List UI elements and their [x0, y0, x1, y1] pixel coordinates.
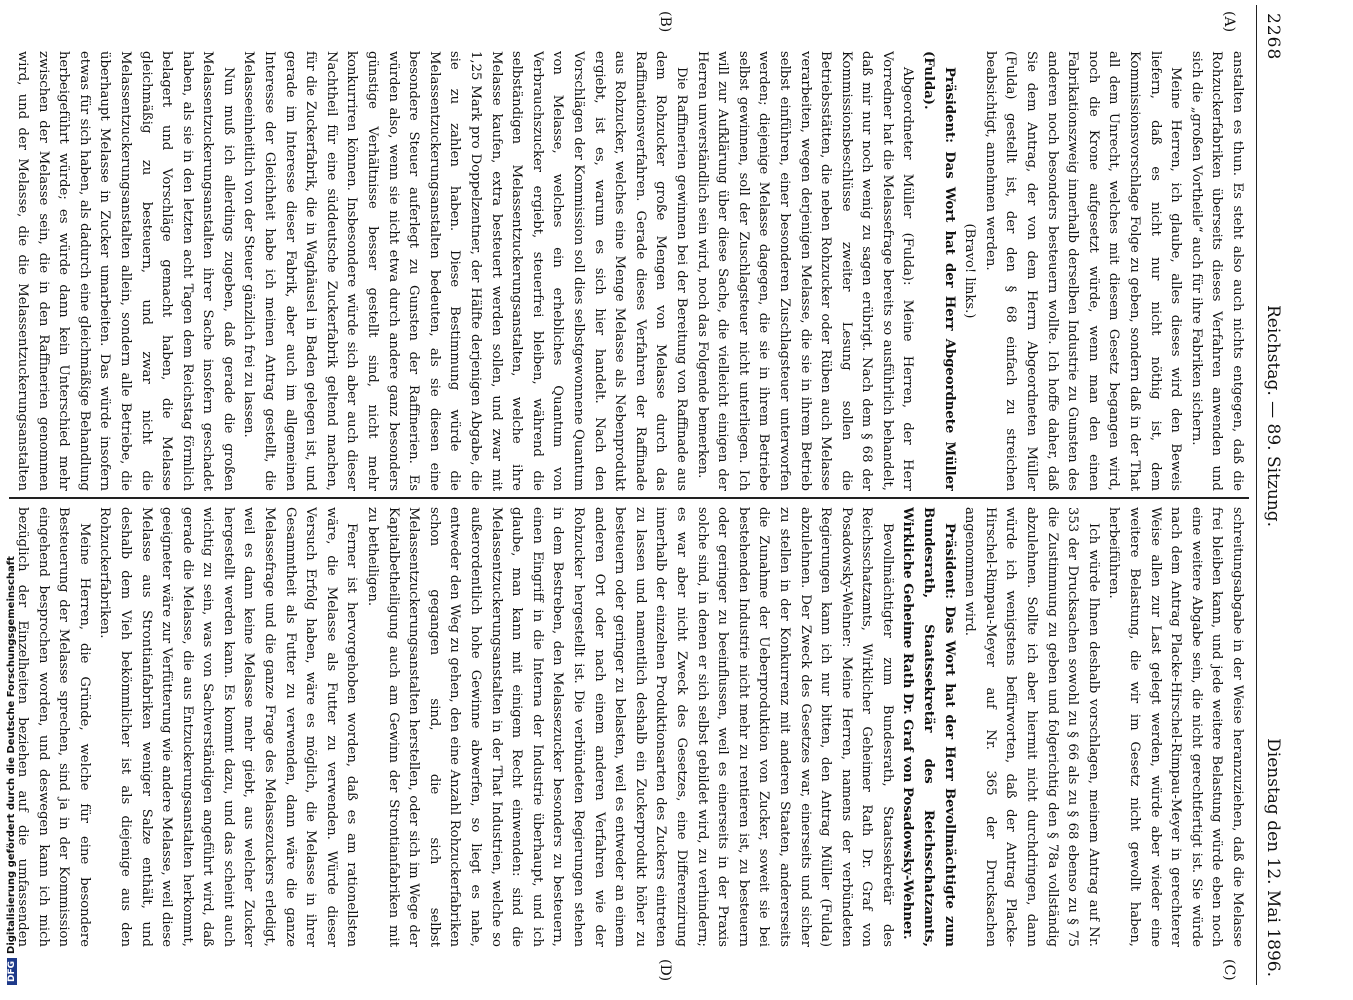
applause-note: (Bravo! links.)	[962, 223, 978, 319]
paragraph: Ich würde Ihnen deshalb vorschlagen, meinem Antrag auf Nr. 353 der Drucksachen sowohl zu § 66 als zu § 68 ebenso zu § 75 die Zustimmung zu geben und folgerichtig den § 78a vollständig abzulehnen. Sollte ich aber hiermit nicht durchdringen, dann würde ich wenigstens befürworten, daß der Antrag Placke-Hirschel-Rimpau-Meyer auf Nr. 365 der Drucksachen angenommen wird.	[962, 507, 1101, 947]
paragraph: Meine Herren, die Gründe, welche für eine besondere Besteuerung der Melasse sprechen, sind ja in der Kommission eingehend besprochen worden, und deswegen kann ich mich bezüglich der Einzelheiten beziehen auf die umfassenden	[14, 507, 92, 947]
paragraph: Meine Herren, ich glaube, alles dieses wird den Beweis liefern, daß es nicht nur nicht nöthig ist, dem Kommissionsvorschlage Folge zu geben, sondern daß in der That all dem Unrecht, welches mit diesem Gesetz begangen wird, noch die Krone aufgesetzt würde, wenn man den einen Fabrikationszweig innerhalb derselben Industrie zu Gunsten des anderen noch besonders besteuern wollte. Ich hoffe daher, daß Sie dem Antrag, der von dem Herrn Abgeordneten Müller (Fulda) gestellt ist, der den § 68 einfach zu streichen beabsichtigt, annehmen werden.	[982, 51, 1184, 491]
paragraph: Die Raffinerien gewinnen bei der Bereitung von Raffinade aus dem Rohzucker große Mengen von Melasse durch das Raffinationsverfahren. Gerade dieses Verfahren der Raffinade aus Rohzucker, welches eine Menge Melasse als Nebenprodukt ergiebt, ist es, warum es sich hier handelt. Nach den Vorschlägen der Kommission soll dies selbstgewonnene Quantum von Melasse, welches ein erhebliches Quantum von Verbrauchszucker ergiebt, steuerfrei bleiben, während die selbständigen Melassentzuckerungsanstalten, welche ihre Melasse kaufen, extra besteuert werden sollen, und zwar mit 1,25 Mark pro Doppelzentner, der Hälfte derjenigen Abgabe, die sie zu zahlen haben. Diese Bestimmung würde die Melassentzuckerungsanstalten bedeuten, als sie diesen eine besondere Steuer auferlegt zu Gunsten der Raffinerien. Es würden also, wenn sie nicht etwa durch andere ganz besonders günstige Verhältnisse besser gestellt sind, nicht mehr konkurriren können. Insbesondere würde sich aber auch dieser Nachtheil für eine süddeutsche Zuckerfabrik geltend machen, für die Zuckerfabrik, die in Waghäusel in Baden gelegen ist, und gerade im Interesse dieser Fabrik, aber auch im allgemeinen Interesse der Gleichheit habe ich meinen Antrag gestellt, die Melasseeinheitlich von der Steuer gänzlich frei zu lassen.	[241, 51, 689, 491]
session-title: Reichstag. — 89. Sitzung.	[1263, 305, 1283, 528]
speaker-announcement: Präsident: Das Wort hat der Herr Abgeordnete Müller (Fulda).	[921, 51, 957, 491]
right-text-column	[12, 507, 1247, 947]
page-number: 2268	[1263, 13, 1283, 61]
dfg-logo: DFG	[7, 958, 17, 985]
paragraph: Bevollmächtigter zum Bundesrath, Staatssekretär des Reichsschatzamts, Wirklicher Geheimer Rath Dr. Graf von Posadowsky-Wehner: Meine Herren, namens der verbündeten Regierungen kann ich nur bitten, den Antrag Müller (Fulda) abzulehnen. Der Zweck des Gesetzes war, einerseits und sicher zu stellen in der Konkurrenz mit anderen Staaten, andererseits die Zunahme der Ueberproduktion von Zucker, soweit sie bei bestehenden Industrie nicht mehr zu rentieren ist, zu besteuern oder geringer zu beeinflussen, weil es einerseits in der Praxis solche sind, in denen er sich selbst gebildet wird, zu verhindern; es war aber nicht Zweck des Gesetzes, eine Differenzirung innerhalb der einzelnen Produktionsarten des Zuckers eintreten zu lassen und namentlich deshalb ein Zuckerprodukt höher zu besteuern oder geringer zu belasten, weil es entweder an einem anderen Ort oder nach einem anderen Verfahren wie der Rohzucker hergestellt ist. Die verbündeten Regierungen stehen in dem Bestreben, den Melassezucker besonders zu besteuern, einen Eingriff in die Interna der Industrie überhaupt, und ich glaube, man kann mit einigem Recht einwenden: sind die Melassentzuckerungsanstalten in der That Industrien, welche so außerordentlich hohe Gewinne abwerfen, so liegt es nahe, entweder den Weg zu gehen, den eine Anzahl Rohzuckerfabriken schon gegangen sind, die sich selbst Melassentzuckerungsanstalten herstellen, oder sich im Wege der Kapitalbetheiligung auch am Gewinn der Strontianfabriken mit zu betheiligen.	[365, 507, 895, 947]
left-text-column	[12, 51, 1247, 491]
paragraph: Ferner ist hervorgehoben worden, daß es am rationellsten wäre, die Melasse als Futter zu verwenden. Würde dieser Versuch Erfolg haben, wäre es möglich, die Melasse in ihrer Gesammtheit als Futter zu verwenden, dann wäre die ganze Melassefrage und die ganze Frage des Melassezuckers erledigt, weil es dann keine Melasse mehr giebt, aus welcher Zucker hergestellt werden kann. Es kommt dazu, und das scheint auch wichtig zu sein, was von Sachverständigen angeführt wird, daß gerade die Melasse, die aus Entzuckerungsanstalten herkommt, geeigneter wäre zur Verfütterung wie andere Melasse, weil diese Melasse aus Strontianfabriken weniger Salze enthält, und deshalb dem Vieh bekömmlicher ist als diejenige aus den Rohzuckerfabriken.	[97, 507, 360, 947]
newspaper-page	[3, 5, 1293, 985]
margin-marker-a: (A)	[1221, 11, 1237, 33]
margin-marker-d: (D)	[657, 959, 673, 982]
credit-text: Digitalisierung gefördert durch die Deutsche Forschungsgemeinschaft	[6, 556, 17, 954]
margin-marker-b: (B)	[657, 11, 673, 33]
session-date: Dienstag den 12. Mai 1896.	[1263, 738, 1283, 977]
speaker-announcement: Präsident: Das Wort hat der Herr Bevollmächtigte zum Bundesrath, Staatssekretär des Reichsschatzamts, Wirkliche Geheime Rath Dr. Graf von Posadowsky-Wehner.	[900, 507, 957, 947]
paragraph: anstalten es thun. Es steht also auch nichts entgegen, daß die Rohzuckerfabriken überseits dieses Verfahren anwenden und sich die „großen Vortheile“ auch für ihre Fabriken sichern.	[1188, 51, 1245, 491]
column-divider	[9, 497, 1249, 499]
running-head	[1256, 5, 1293, 985]
paragraph: Nun muß ich allerdings zugeben, daß gerade die großen Melassentzuckerungsanstalten ihrer Sache insofern geschadet haben, als sie in den letzten acht Tagen dem Reichstag förmlich belagert und Vorschläge gemacht haben, die Melasse gleichmäßig zu besteuern, und zwar nicht die Melassentzuckerungsanstalten allein, sondern alle Betriebe, die überhaupt Melasse in Zucker umarbeiten. Das würde insofern etwas für sich haben, als dadurch eine gleichmäßige Behandlung herbeigeführt würde; es würde dann kein Unterschied mehr zwischen der Melasse sein, die in den Raffinerien genommen wird, und der Melasse, die die Melassentzuckerungsanstalten	[14, 51, 236, 491]
digitization-credit	[6, 0, 18, 985]
paragraph: schreitungsabgabe in der Weise heranzuziehen, daß die Melasse frei bleiben kann, und jede weitere Belastung würde eben noch eine weitere Abgabe sein, die nicht gerechtfertigt ist. Sie würde nach dem Antrag Placke-Hirschel-Rimpau-Meyer in gerechterer Weise allen zur Last gelegt werden, würde aber wieder eine weitere Belastung, die wir im Gesetz nicht gewollt haben, herbeiführen.	[1106, 507, 1245, 947]
paragraph: Abgeordneter Müller (Fulda): Meine Herren, der Herr Vorredner hat die Melassefrage bereits so ausführlich behandelt, daß mir nur noch wenig zu sagen erübrigt. Nach dem § 68 der Kommissionsbeschlüsse zweiter Lesung sollen die Betriebsstätten, die neben Rohzucker oder Rüben auch Melasse verarbeiten, wegen derjenigen Melasse, die sie in ihrem Betrieb selbst einführen, einer besonderen Zuschlagsteuer unterworfen werden; diejenige Melasse dagegen, die sie in ihrem Betriebe selbst gewinnen, soll der Zuschlagsteuer nicht unterliegen. Ich will zur Aufklärung über diese Sache, die vielleicht einigen der Herren unverständlich sein wird, noch das Folgende bemerken.	[694, 51, 916, 491]
margin-marker-c: (C)	[1221, 959, 1237, 981]
